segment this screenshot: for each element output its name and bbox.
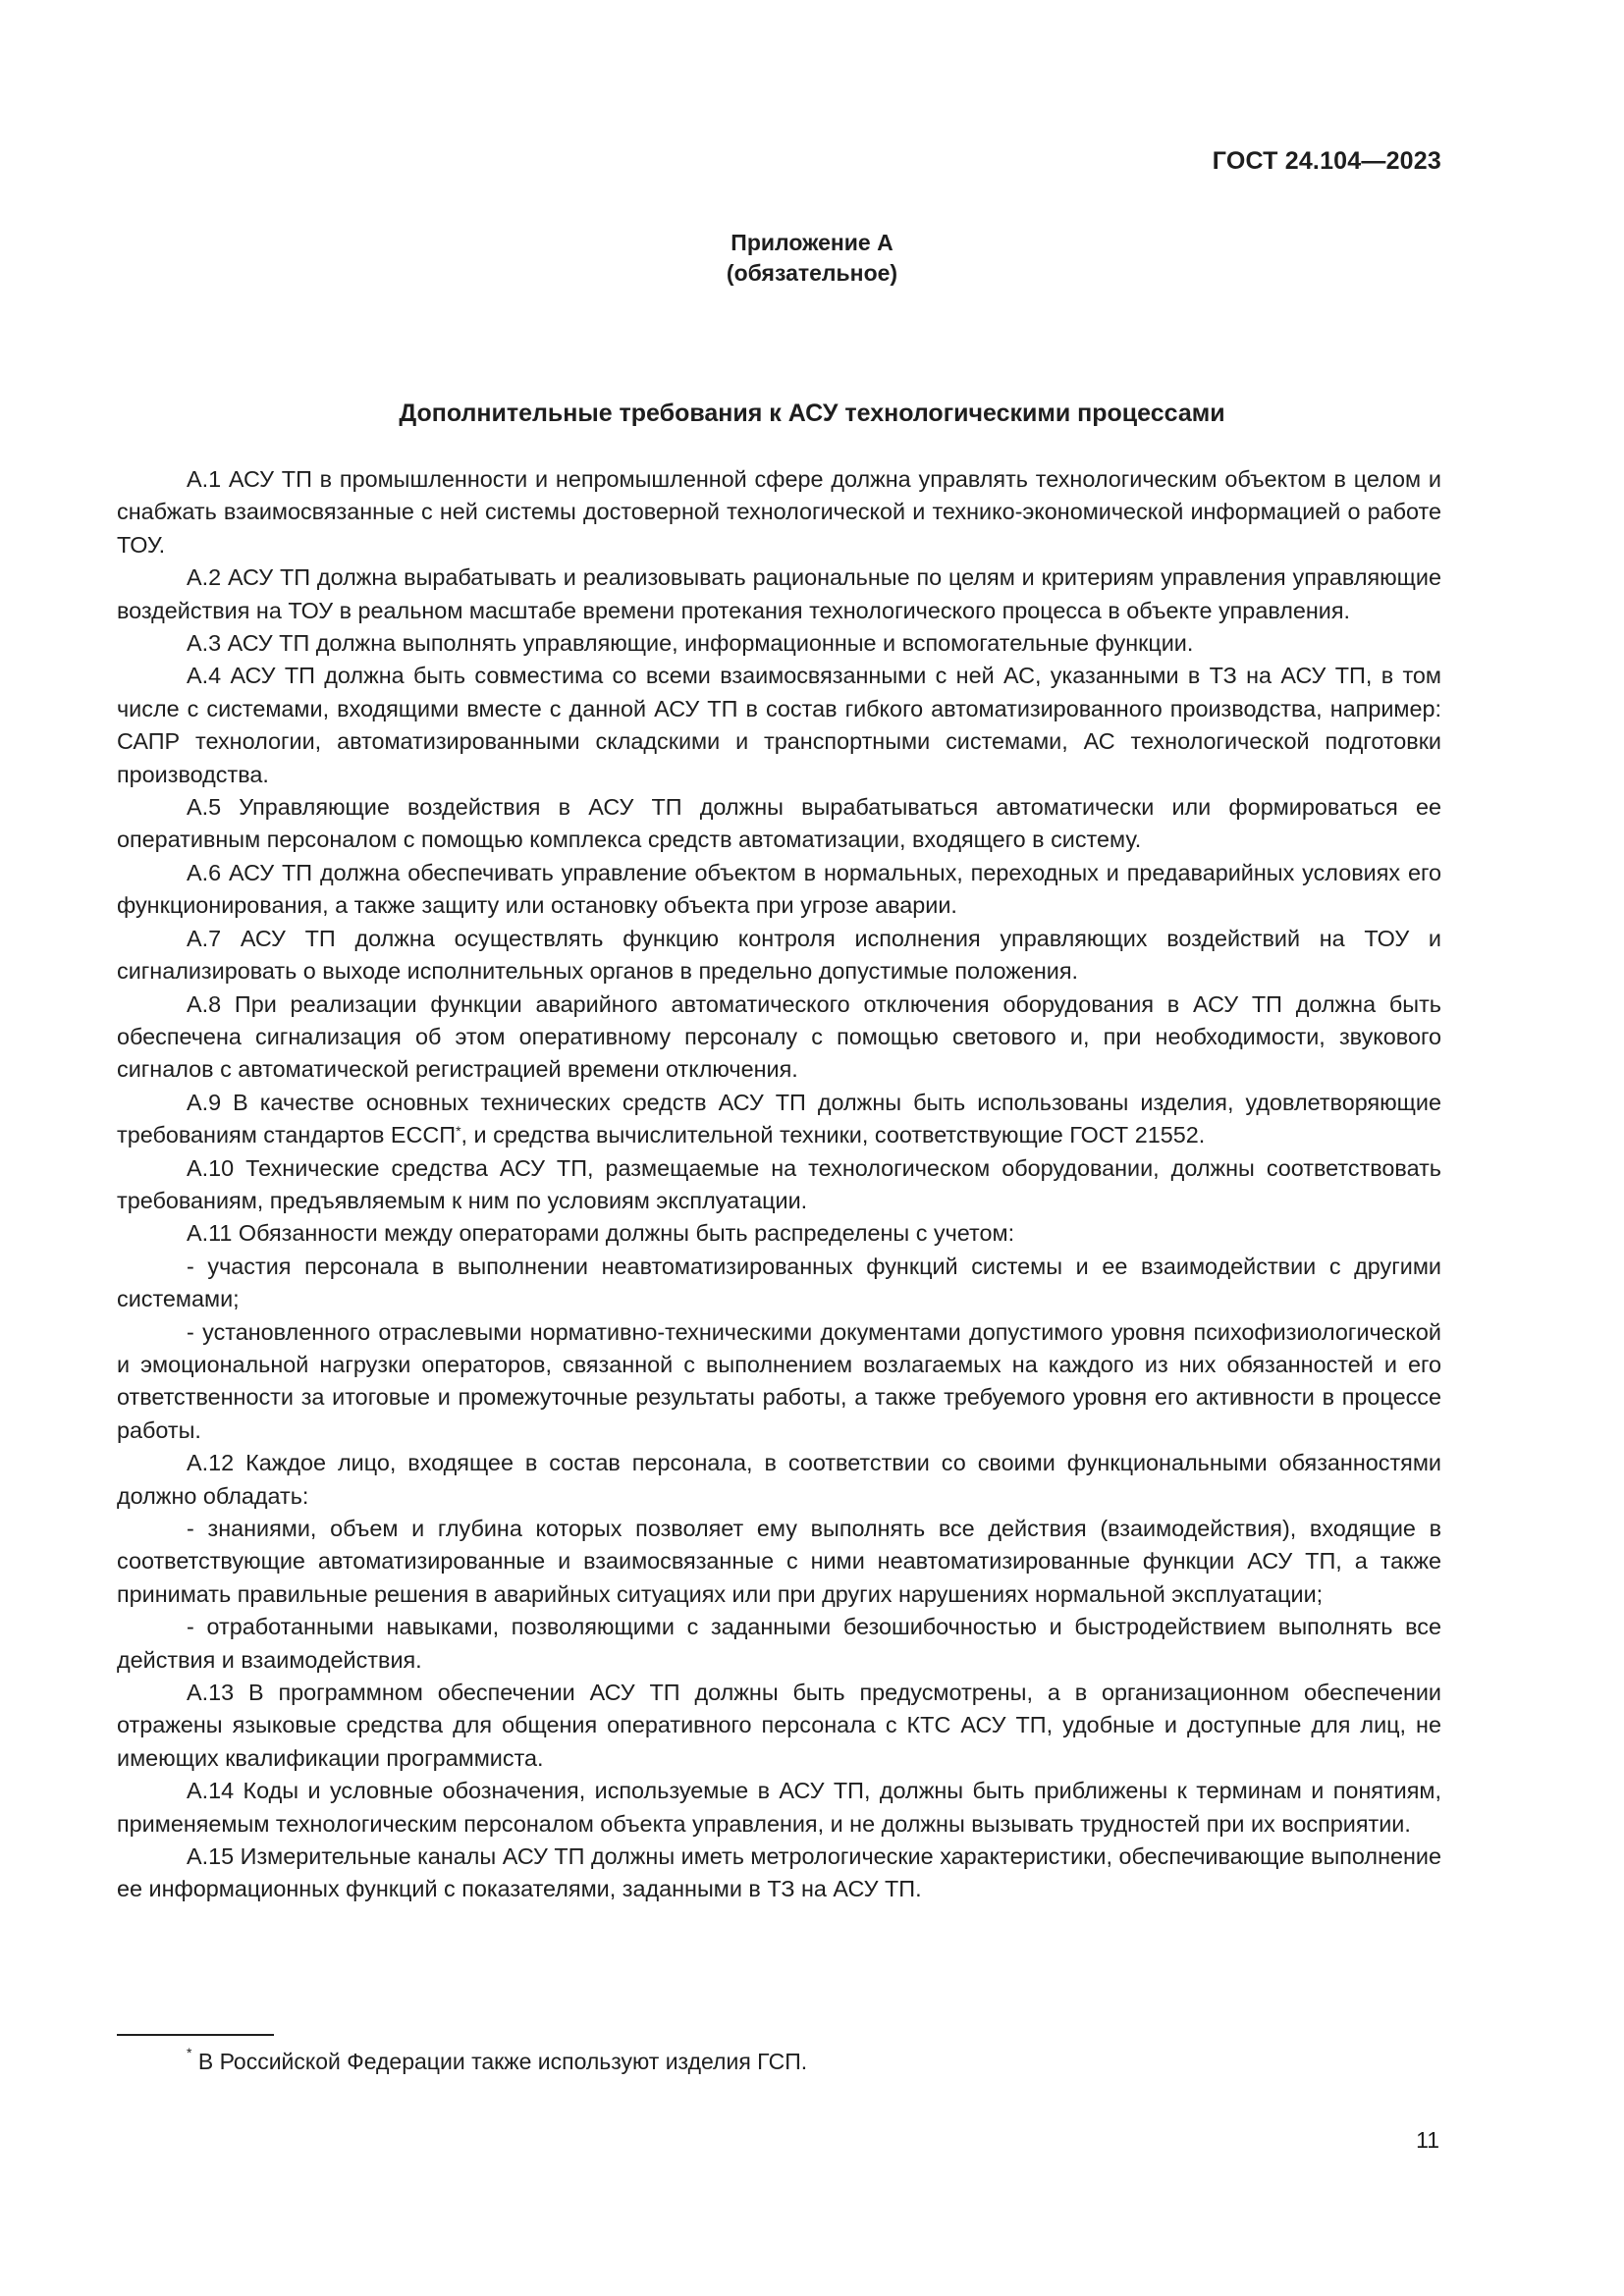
paragraph-a15: А.15 Измерительные каналы АСУ ТП должны иметь метрологические характеристики, обеспечивающие выполнение ее информационных функций с показателями, заданными в ТЗ на АСУ ТП. bbox=[117, 1843, 1441, 1902]
footnote bbox=[187, 2045, 808, 2075]
paragraph-a2: А.2 АСУ ТП должна вырабатывать и реализовывать рациональные по целям и критериям управления управляющие воздействия на ТОУ в реальном масштабе времени протекания технологического процесса в объекте управления. bbox=[117, 564, 1441, 623]
paragraph-a10: А.10 Технические средства АСУ ТП, размещаемые на технологическом оборудовании, должны соответствовать требованиям, предъявляемым к ним по условиям эксплуатации. bbox=[117, 1154, 1441, 1213]
document-code: ГОСТ 24.104—2023 bbox=[1212, 147, 1441, 175]
paragraph-a13: А.13 В программном обеспечении АСУ ТП должны быть предусмотрены, а в организационном обеспечении отражены языковые средства для общения оперативного персонала с КТС АСУ ТП, удобные и доступные для лиц, не имеющих квалификации программиста. bbox=[117, 1680, 1441, 1771]
paragraph-a1: А.1 АСУ ТП в промышленности и непромышленной сфере должна управлять технологическим объектом в целом и снабжать взаимосвязанные с ней системы достоверной технологической и технико-экономической информацией о работе ТОУ. bbox=[117, 466, 1441, 558]
paragraph-a14: А.14 Коды и условные обозначения, используемые в АСУ ТП, должны быть приближены к терминам и понятиям, применяемым технологическим персоналом объекта управления, и не должны вызывать трудностей при их восприятии. bbox=[117, 1778, 1441, 1837]
list-item: - установленного отраслевыми нормативно-техническими документами допустимого уровня психофизиологической и эмоциональной нагрузки операторов, связанной с выполнением возлагаемых на каждого из них обязанностей и его ответственности за итоговые и промежуточные результаты работы, а также требуемого уровня его активности в процессе работы. bbox=[117, 1318, 1441, 1443]
appendix-heading bbox=[0, 228, 1624, 289]
paragraph-a11: А.11 Обязанности между операторами должны быть распределены с учетом: bbox=[187, 1220, 1015, 1247]
list-item: - участия персонала в выполнении неавтоматизированных функций системы и ее взаимодействии с другими системами; bbox=[117, 1253, 1441, 1312]
paragraph-a9 bbox=[117, 1087, 1441, 1152]
footnote-text: В Российской Федерации также используют изделия ГСП. bbox=[191, 2049, 808, 2074]
paragraph-a7: А.7 АСУ ТП должна осуществлять функцию контроля исполнения управляющих воздействий на ТОУ и сигнализировать о выходе исполнительных органов в предельно допустимые положения. bbox=[117, 925, 1441, 985]
paragraph-a4: А.4 АСУ ТП должна быть совместима со всеми взаимосвязанными с ней АС, указанными в ТЗ на АСУ ТП, в том числе с системами, входящими вместе с данной АСУ ТП в состав гибкого автоматизированного производства, например: САПР технологии, автоматизированными складскими и транспортными системами, АС технологической подготовки производства. bbox=[117, 663, 1441, 787]
footnote-mark: * bbox=[187, 2045, 192, 2060]
body-text bbox=[117, 463, 1441, 1906]
paragraph-a12: А.12 Каждое лицо, входящее в состав персонала, в соответствии со своими функциональными обязанностями должно обладать: bbox=[117, 1450, 1441, 1509]
paragraph-a6: А.6 АСУ ТП должна обеспечивать управление объектом в нормальных, переходных и предаварийных условиях его функционирования, а также защиту или остановку объекта при угрозе аварии. bbox=[117, 859, 1441, 919]
paragraph-a5: А.5 Управляющие воздействия в АСУ ТП должны вырабатываться автоматически или формироваться ее оперативным персоналом с помощью комплекса средств автоматизации, входящего в систему. bbox=[117, 794, 1441, 853]
paragraph-a3: А.3 АСУ ТП должна выполнять управляющие, информационные и вспомогательные функции. bbox=[187, 630, 1194, 657]
page-number: 11 bbox=[1416, 2127, 1439, 2153]
footnote-divider bbox=[117, 2034, 274, 2036]
appendix-title: Приложение А bbox=[731, 230, 893, 255]
appendix-status: (обязательное) bbox=[726, 260, 898, 286]
paragraph-a8: А.8 При реализации функции аварийного автоматического отключения оборудования в АСУ ТП должна быть обеспечена сигнализация об этом оперативному персоналу с помощью светового и, при необходимости, звукового сигналов с автоматической регистрацией времени отключения. bbox=[117, 990, 1441, 1083]
list-item: - знаниями, объем и глубина которых позволяет ему выполнять все действия (взаимодействия), входящие в соответствующие автоматизированные и взаимосвязанные с ними неавтоматизированные функции АСУ ТП, а также принимать правильные решения в аварийных ситуациях или при других нарушениях нормальной эксплуатации; bbox=[117, 1516, 1441, 1607]
list-item: - отработанными навыками, позволяющими с заданными безошибочностью и быстродействием выполнять все действия и взаимодействия. bbox=[117, 1614, 1441, 1673]
section-title: Дополнительные требования к АСУ технологическими процессами bbox=[399, 400, 1225, 427]
footnote-reference: * bbox=[456, 1123, 461, 1140]
paragraph-a9-text-end: , и средства вычислительной техники, соответствующие ГОСТ 21552. bbox=[460, 1122, 1206, 1148]
paragraph-a9-text: А.9 В качестве основных технических средств АСУ ТП должны быть использованы изделия, удовлетворяющие требованиям стандартов ЕССП bbox=[117, 1089, 1441, 1148]
